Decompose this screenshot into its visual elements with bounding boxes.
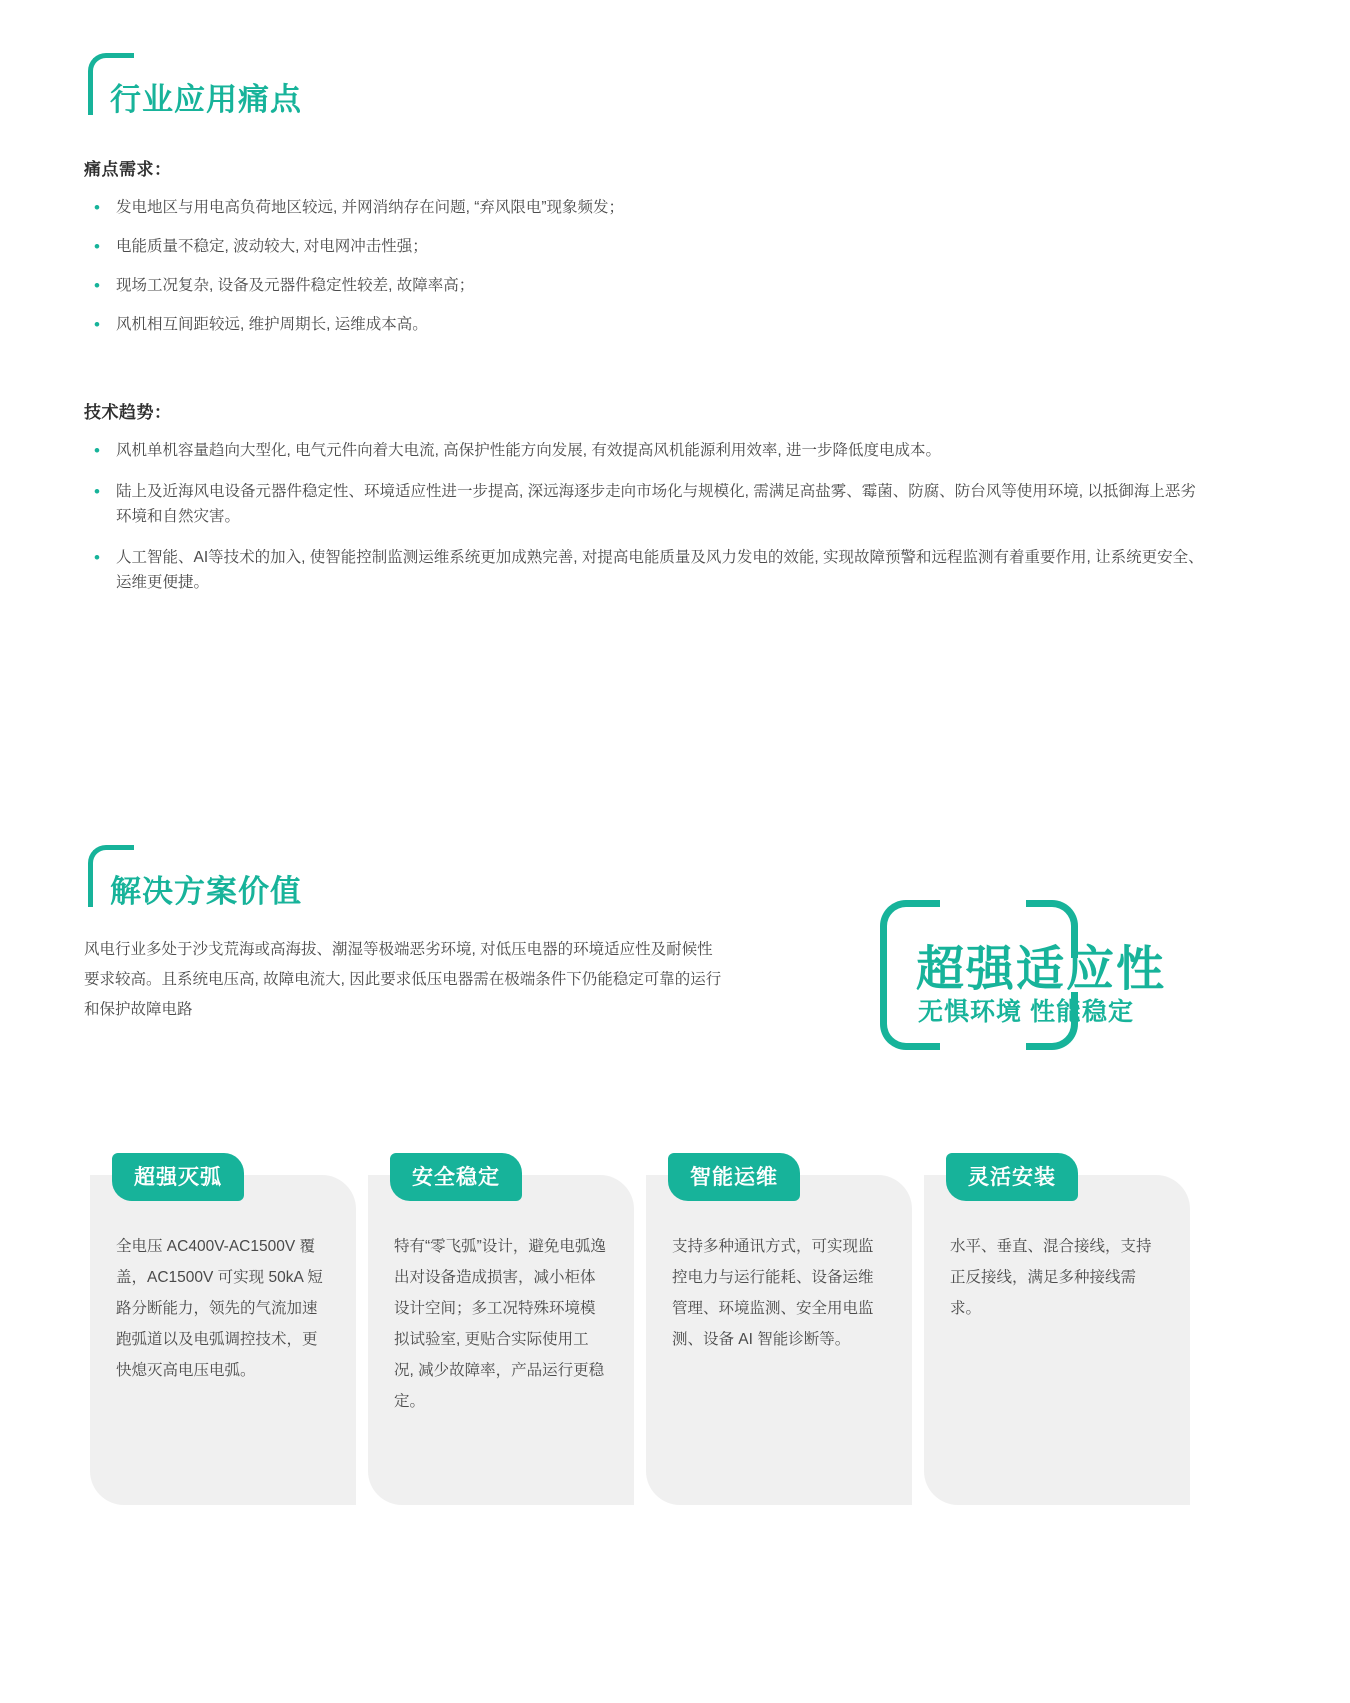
list-item: • 现场工况复杂, 设备及元器件稳定性较差, 故障率高；	[84, 273, 1184, 298]
badge-title: 超强适应性	[916, 943, 1167, 996]
card-tab-label: 超强灭弧	[112, 1153, 244, 1201]
feature-card-arc-extinguishing[interactable]	[90, 1166, 356, 1505]
list-item: • 风机相互间距较远, 维护周期长, 运维成本高。	[84, 312, 1184, 337]
pain-points-needs-subheading: 痛点需求：	[84, 160, 172, 179]
adaptability-badge	[880, 900, 1180, 1060]
badge-subtitle: 无惧环境 性能稳定	[918, 998, 1134, 1026]
pain-points-needs-list	[84, 195, 1184, 351]
feature-card-smart-ops[interactable]	[646, 1166, 912, 1505]
feature-card-safety-stability[interactable]	[368, 1166, 634, 1505]
list-item: • 电能质量不稳定, 波动较大, 对电网冲击性强；	[84, 234, 1184, 259]
card-body-text: 全电压 AC400V-AC1500V 覆盖，AC1500V 可实现 50kA 短路分断能力，领先的气流加速跑弧道以及电弧调控技术，更快熄灭高电压电弧。	[116, 1238, 323, 1379]
list-item: • 人工智能、AI等技术的加入, 使智能控制监测运维系统更加成熟完善, 对提高电能质量及风力发电的效能, 实现故障预警和远程监测有着重要作用, 让系统更安全、运维更便捷。	[84, 545, 1204, 595]
card-tab-label: 安全稳定	[390, 1153, 522, 1201]
card-tab-label: 智能运维	[668, 1153, 800, 1201]
solution-paragraph: 风电行业多处于沙戈荒海或高海拔、潮湿等极端恶劣环境, 对低压电器的环境适应性及耐候性要求较高。且系统电压高, 故障电流大, 因此要求低压电器需在极端条件下仍能稳定可靠的运行和保护故障电路	[84, 941, 722, 1019]
solution-title: 解决方案价值	[110, 874, 302, 909]
card-body-text: 支持多种通讯方式，可实现监控电力与运行能耗、设备运维管理、环境监测、安全用电监测、设备 AI 智能诊断等。	[672, 1238, 874, 1348]
list-item: • 陆上及近海风电设备元器件稳定性、环境适应性进一步提高, 深远海逐步走向市场化与规模化, 需满足高盐雾、霉菌、防腐、防台风等使用环境, 以抵御海上恶劣环境和自然灾害。	[84, 479, 1204, 529]
list-item: • 发电地区与用电高负荷地区较远, 并网消纳存在问题, “弃风限电”现象频发；	[84, 195, 1184, 220]
card-tab-label: 灵活安装	[946, 1153, 1078, 1201]
card-body-text: 特有“零飞弧”设计，避免电弧逸出对设备造成损害，减小柜体设计空间；多工况特殊环境模拟试验室, 更贴合实际使用工况, 减少故障率，产品运行更稳定。	[394, 1238, 606, 1410]
tech-trends-list	[84, 438, 1204, 612]
card-body-text: 水平、垂直、混合接线，支持正反接线，满足多种接线需求。	[950, 1238, 1152, 1317]
feature-card-list	[90, 1166, 1270, 1505]
feature-card-flexible-install[interactable]	[924, 1166, 1190, 1505]
pain-points-section-header	[88, 48, 302, 119]
list-item: • 风机单机容量趋向大型化, 电气元件向着大电流, 高保护性能方向发展, 有效提高风机能源利用效率, 进一步降低度电成本。	[84, 438, 1204, 463]
tech-trends-subheading: 技术趋势：	[84, 403, 172, 422]
pain-points-title: 行业应用痛点	[110, 82, 302, 117]
solution-section-header	[88, 840, 302, 911]
